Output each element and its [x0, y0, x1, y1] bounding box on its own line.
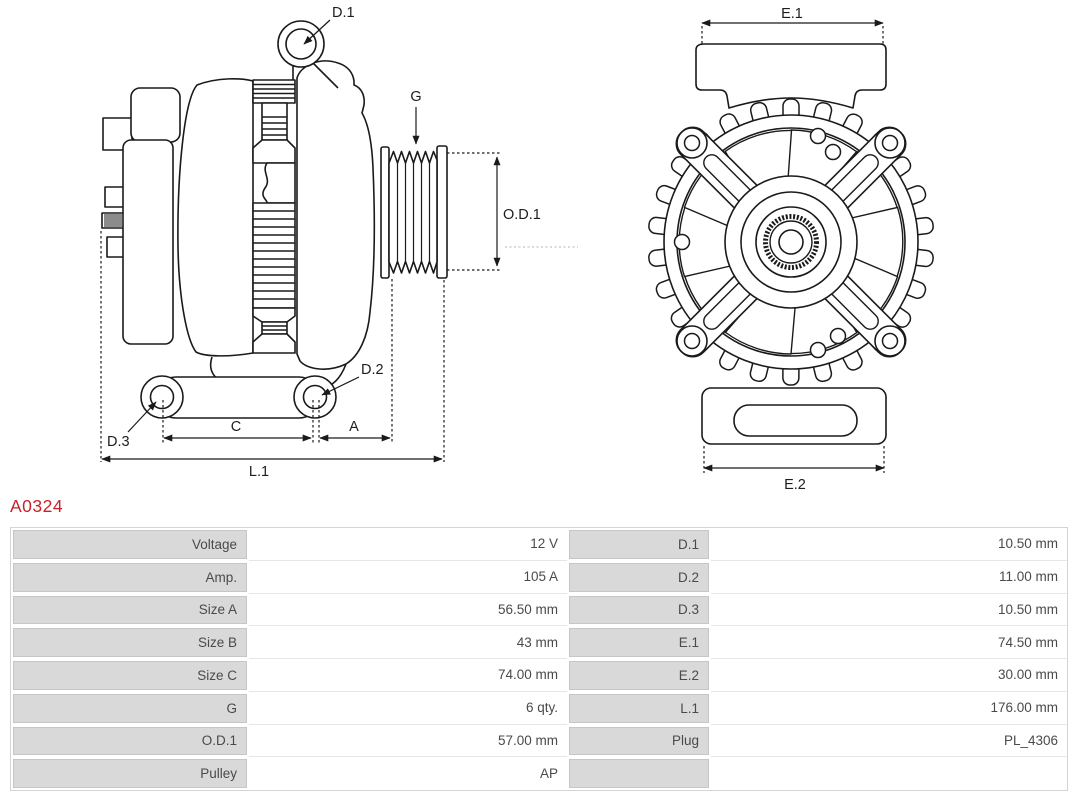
label-l1: L.1 [248, 464, 270, 480]
label-a: A [349, 419, 359, 435]
spec-value-cell: 11.00 mm [711, 561, 1067, 594]
spec-label-cell: Voltage [13, 530, 247, 559]
table-row [11, 692, 1067, 725]
spec-value-cell: 10.50 mm [711, 594, 1067, 627]
spec-value-cell: 30.00 mm [711, 659, 1067, 692]
spec-value-cell: 74.50 mm [711, 626, 1067, 659]
spec-label-cell: Size C [13, 661, 247, 690]
label-od1: O.D.1 [503, 207, 541, 223]
spec-value-cell: 6 qty. [249, 692, 567, 725]
pulley [381, 146, 447, 278]
table-row [11, 528, 1067, 561]
spec-table [10, 527, 1068, 791]
bottom-bracket [702, 388, 886, 444]
spec-value-cell: 74.00 mm [249, 659, 567, 692]
spec-label-cell: Size A [13, 596, 247, 625]
label-c: C [230, 419, 242, 435]
spec-label-cell [569, 759, 709, 788]
spec-label-cell: D.1 [569, 530, 709, 559]
spec-label-cell: E.1 [569, 628, 709, 657]
label-d3: D.3 [107, 434, 130, 450]
side-view [102, 21, 447, 418]
spec-label-cell: E.2 [569, 661, 709, 690]
spec-value-cell: 10.50 mm [711, 528, 1067, 561]
table-row [11, 561, 1067, 594]
connector-hatch [105, 214, 121, 227]
spec-label-cell: Size B [13, 628, 247, 657]
table-row [11, 725, 1067, 758]
label-g: G [410, 89, 422, 105]
spec-label-cell: D.2 [569, 563, 709, 592]
front-view [648, 44, 934, 444]
spec-label-cell: Amp. [13, 563, 247, 592]
label-e2: E.2 [784, 477, 806, 493]
table-row [11, 594, 1067, 627]
spec-value-cell [711, 757, 1067, 790]
spec-value-cell: 176.00 mm [711, 692, 1067, 725]
leader-d3 [128, 402, 156, 432]
spec-value-cell: 105 A [249, 561, 567, 594]
spec-value-cell: PL_4306 [711, 725, 1067, 758]
spec-label-cell: L.1 [569, 694, 709, 723]
spec-label-cell: Plug [569, 727, 709, 756]
spec-value-cell: 12 V [249, 528, 567, 561]
label-d2: D.2 [361, 362, 384, 378]
spec-value-cell: 57.00 mm [249, 725, 567, 758]
spec-value-cell: AP [539, 766, 558, 782]
spec-value-cell: 43 mm [249, 626, 567, 659]
spec-label-cell: Pulley [13, 759, 247, 788]
table-row [11, 659, 1067, 692]
stator-ribs [253, 80, 295, 353]
table-row [11, 626, 1067, 659]
spec-label-cell: O.D.1 [13, 727, 247, 756]
pulley-hub [725, 176, 857, 308]
table-row [11, 757, 1067, 790]
label-e1: E.1 [781, 6, 803, 22]
spec-label-cell: D.3 [569, 596, 709, 625]
spec-value-cell: 56.50 mm [249, 594, 567, 627]
label-d1: D.1 [332, 5, 355, 21]
spec-label-cell: G [13, 694, 247, 723]
part-number: A0324 [10, 496, 64, 516]
